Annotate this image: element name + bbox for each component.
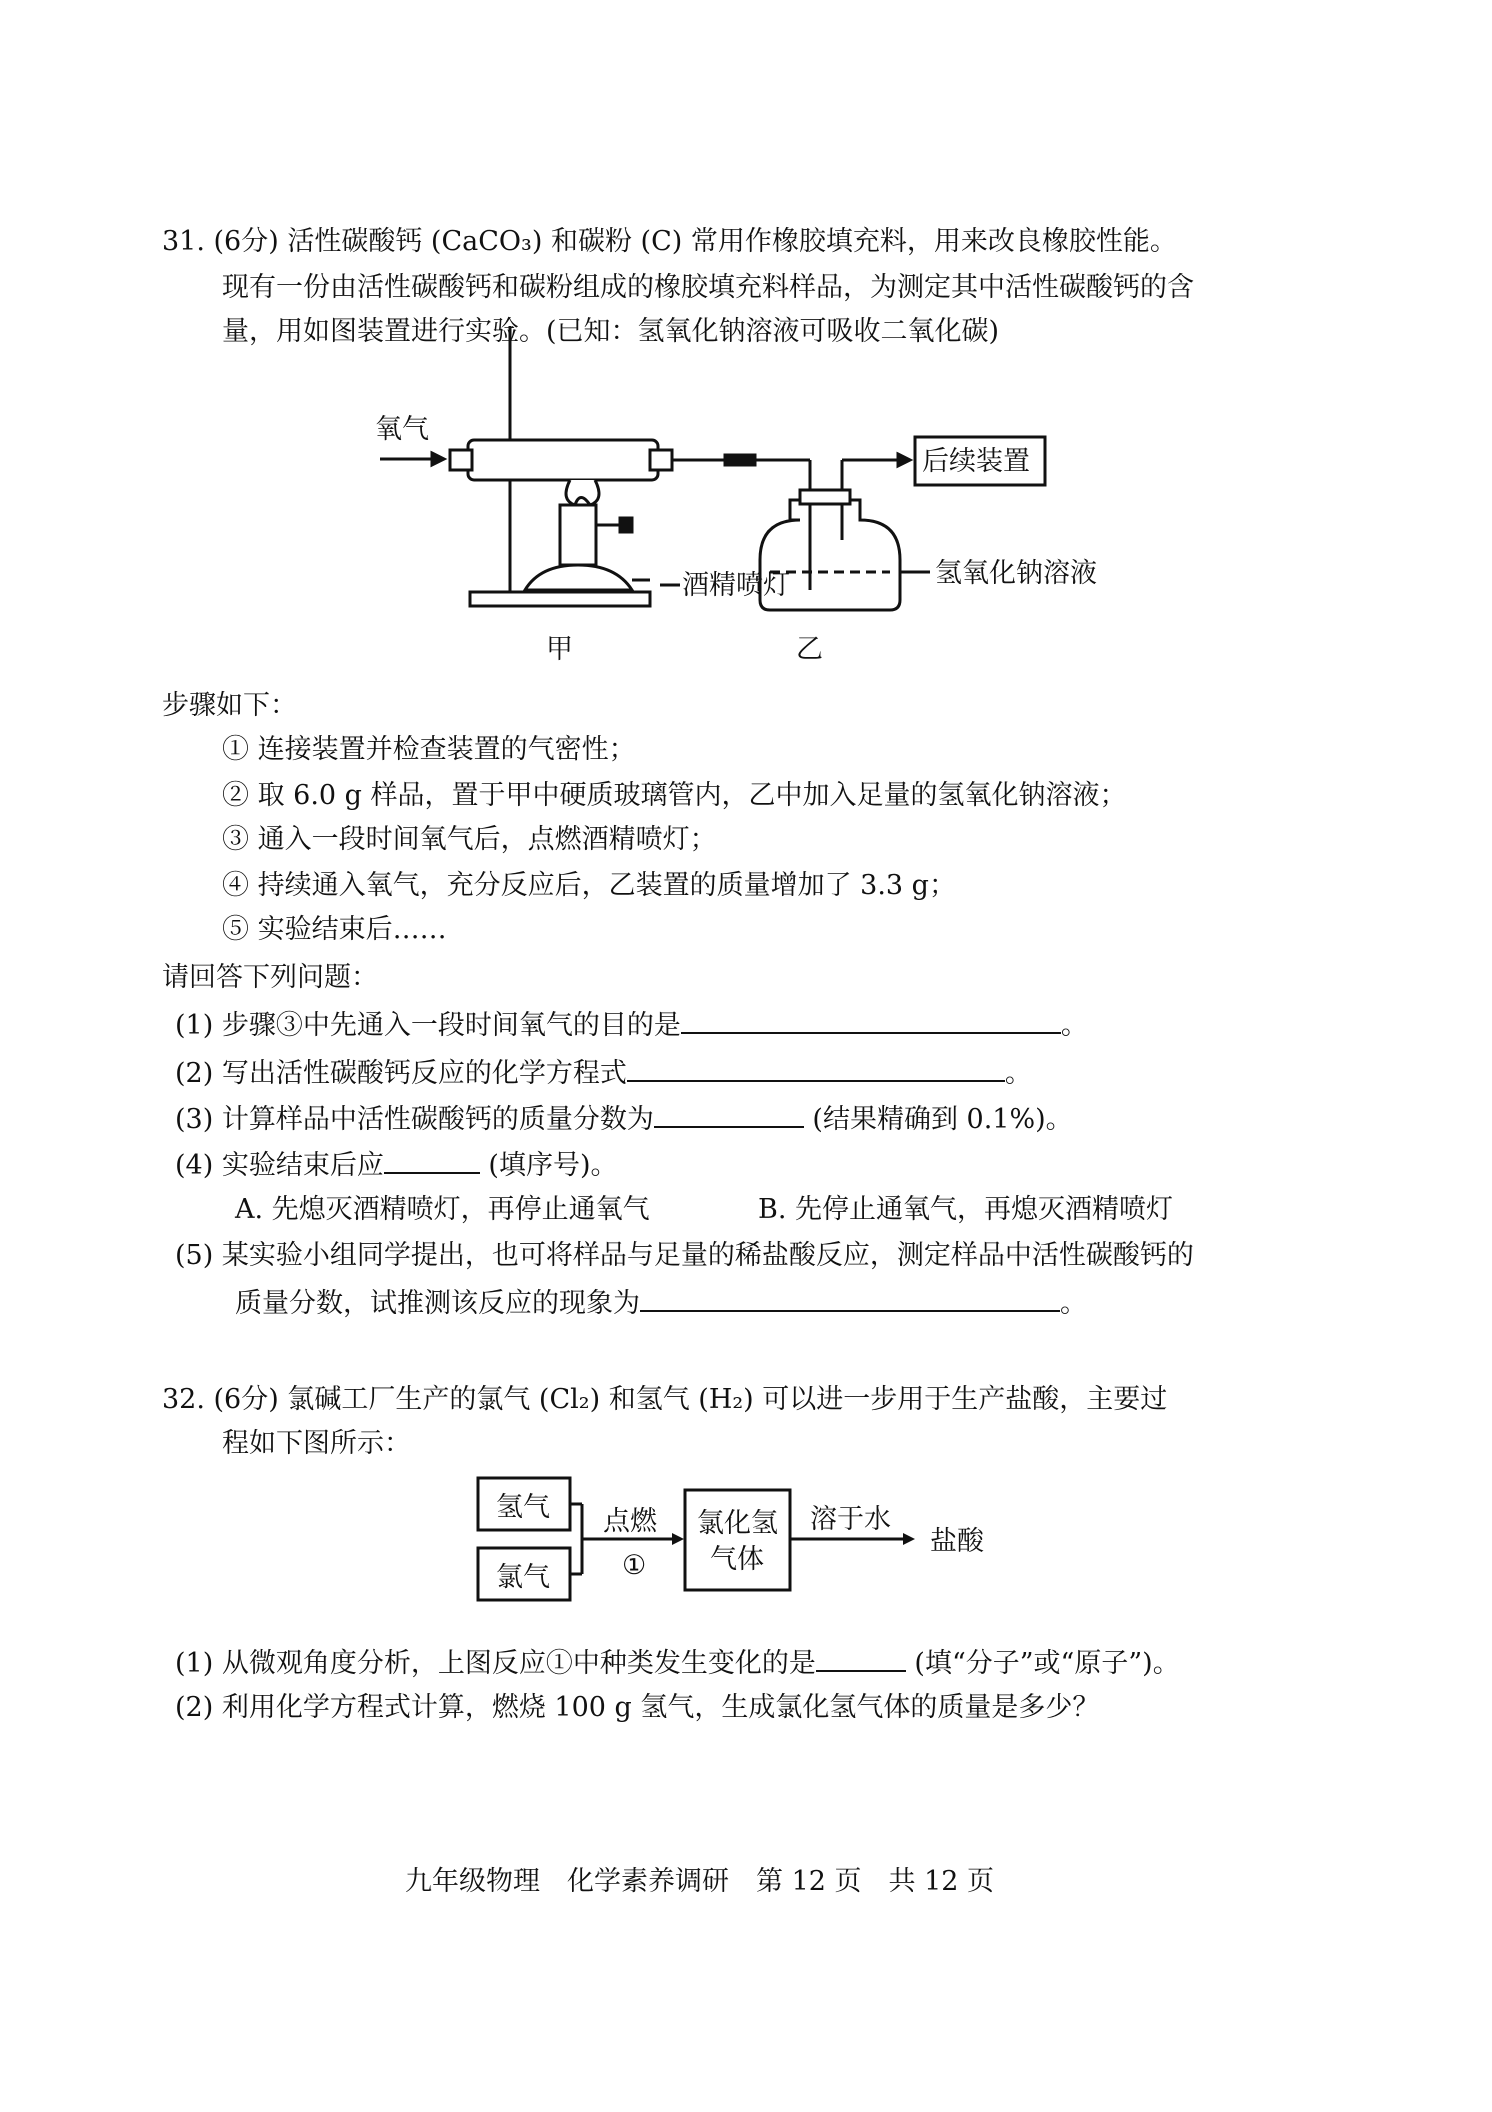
step-4: ④ 持续通入氧气，充分反应后，乙装置的质量增加了 3.3 g； bbox=[222, 870, 956, 901]
flow-hcl-line1: 氯化氢 bbox=[697, 1508, 778, 1539]
q32-line1: 32. (6分) 氯碱工厂生产的氯气 (Cl₂) 和氢气 (H₂) 可以进一步用于生产盐酸，主要过 bbox=[162, 1384, 1168, 1415]
label-yi: 乙 bbox=[796, 634, 823, 665]
step-5: ⑤ 实验结束后…… bbox=[222, 914, 447, 945]
q32-sub1: (1) 从微观角度分析，上图反应①中种类发生变化的是 (填“分子”或“原子”)。 bbox=[175, 1642, 1180, 1684]
step-3: ③ 通入一段时间氧气后，点燃酒精喷灯； bbox=[222, 824, 717, 855]
hcl-gas-box bbox=[685, 1490, 790, 1590]
flow-product: 盐酸 bbox=[930, 1526, 984, 1557]
q31-sub2: (2) 写出活性碳酸钙反应的化学方程式 。 bbox=[175, 1052, 1032, 1094]
q31-option-a: A. 先熄灭酒精喷灯，再停止通氧气 bbox=[235, 1194, 650, 1225]
q31-line1: 31. (6分) 活性碳酸钙 (CaCO₃) 和碳粉 (C) 常用作橡胶填充料，用来改良橡胶性能。 bbox=[162, 226, 1177, 257]
label-jia: 甲 bbox=[546, 634, 573, 665]
step-1: ① 连接装置并检查装置的气密性； bbox=[222, 734, 636, 765]
label-naoh: 氢氧化钠溶液 bbox=[935, 558, 1097, 589]
q31-option-b: B. 先停止通氧气，再熄灭酒精喷灯 bbox=[758, 1194, 1174, 1225]
q31-sub5-line2: 质量分数，试推测该反应的现象为 。 bbox=[235, 1282, 1087, 1324]
steps-title: 步骤如下： bbox=[162, 690, 297, 721]
label-subsequent: 后续装置 bbox=[922, 446, 1030, 477]
flow-dissolve: 溶于水 bbox=[810, 1504, 891, 1535]
q32-sub2: (2) 利用化学方程式计算，燃烧 100 g 氢气，生成氯化氢气体的质量是多少？ bbox=[175, 1692, 1100, 1723]
page-footer: 九年级物理 化学素养调研 第 12 页 共 12 页 bbox=[405, 1866, 995, 1897]
flow-step: ① bbox=[622, 1550, 647, 1581]
flow-hcl-line2: 气体 bbox=[710, 1544, 764, 1575]
answer-blank-6[interactable] bbox=[816, 1642, 906, 1672]
q31-sub3: (3) 计算样品中活性碳酸钙的质量分数为 (结果精确到 0.1%)。 bbox=[175, 1098, 1073, 1140]
q31-sub1: (1) 步骤③中先通入一段时间氧气的目的是 。 bbox=[175, 1004, 1088, 1046]
step-2: ② 取 6.0 g 样品，置于甲中硬质玻璃管内，乙中加入足量的氢氧化钠溶液； bbox=[222, 780, 1127, 811]
q31-line3: 量，用如图装置进行实验。(已知：氢氧化钠溶液可吸收二氧化碳) bbox=[222, 316, 1000, 347]
flow-hydrogen: 氢气 bbox=[496, 1492, 550, 1523]
q32-line2: 程如下图所示： bbox=[222, 1428, 411, 1459]
label-oxygen: 氧气 bbox=[375, 414, 429, 445]
q31-sub5-line1: (5) 某实验小组同学提出，也可将样品与足量的稀盐酸反应，测定样品中活性碳酸钙的 bbox=[175, 1240, 1194, 1271]
q31-sub4: (4) 实验结束后应 (填序号)。 bbox=[175, 1144, 617, 1186]
label-lamp: 酒精喷灯 bbox=[682, 570, 790, 601]
answer-prompt: 请回答下列问题： bbox=[162, 962, 378, 993]
q31-line2: 现有一份由活性碳酸钙和碳粉组成的橡胶填充料样品，为测定其中活性碳酸钙的含 bbox=[222, 272, 1194, 303]
flow-chlorine: 氯气 bbox=[496, 1562, 550, 1593]
flow-ignite: 点燃 bbox=[603, 1506, 657, 1537]
